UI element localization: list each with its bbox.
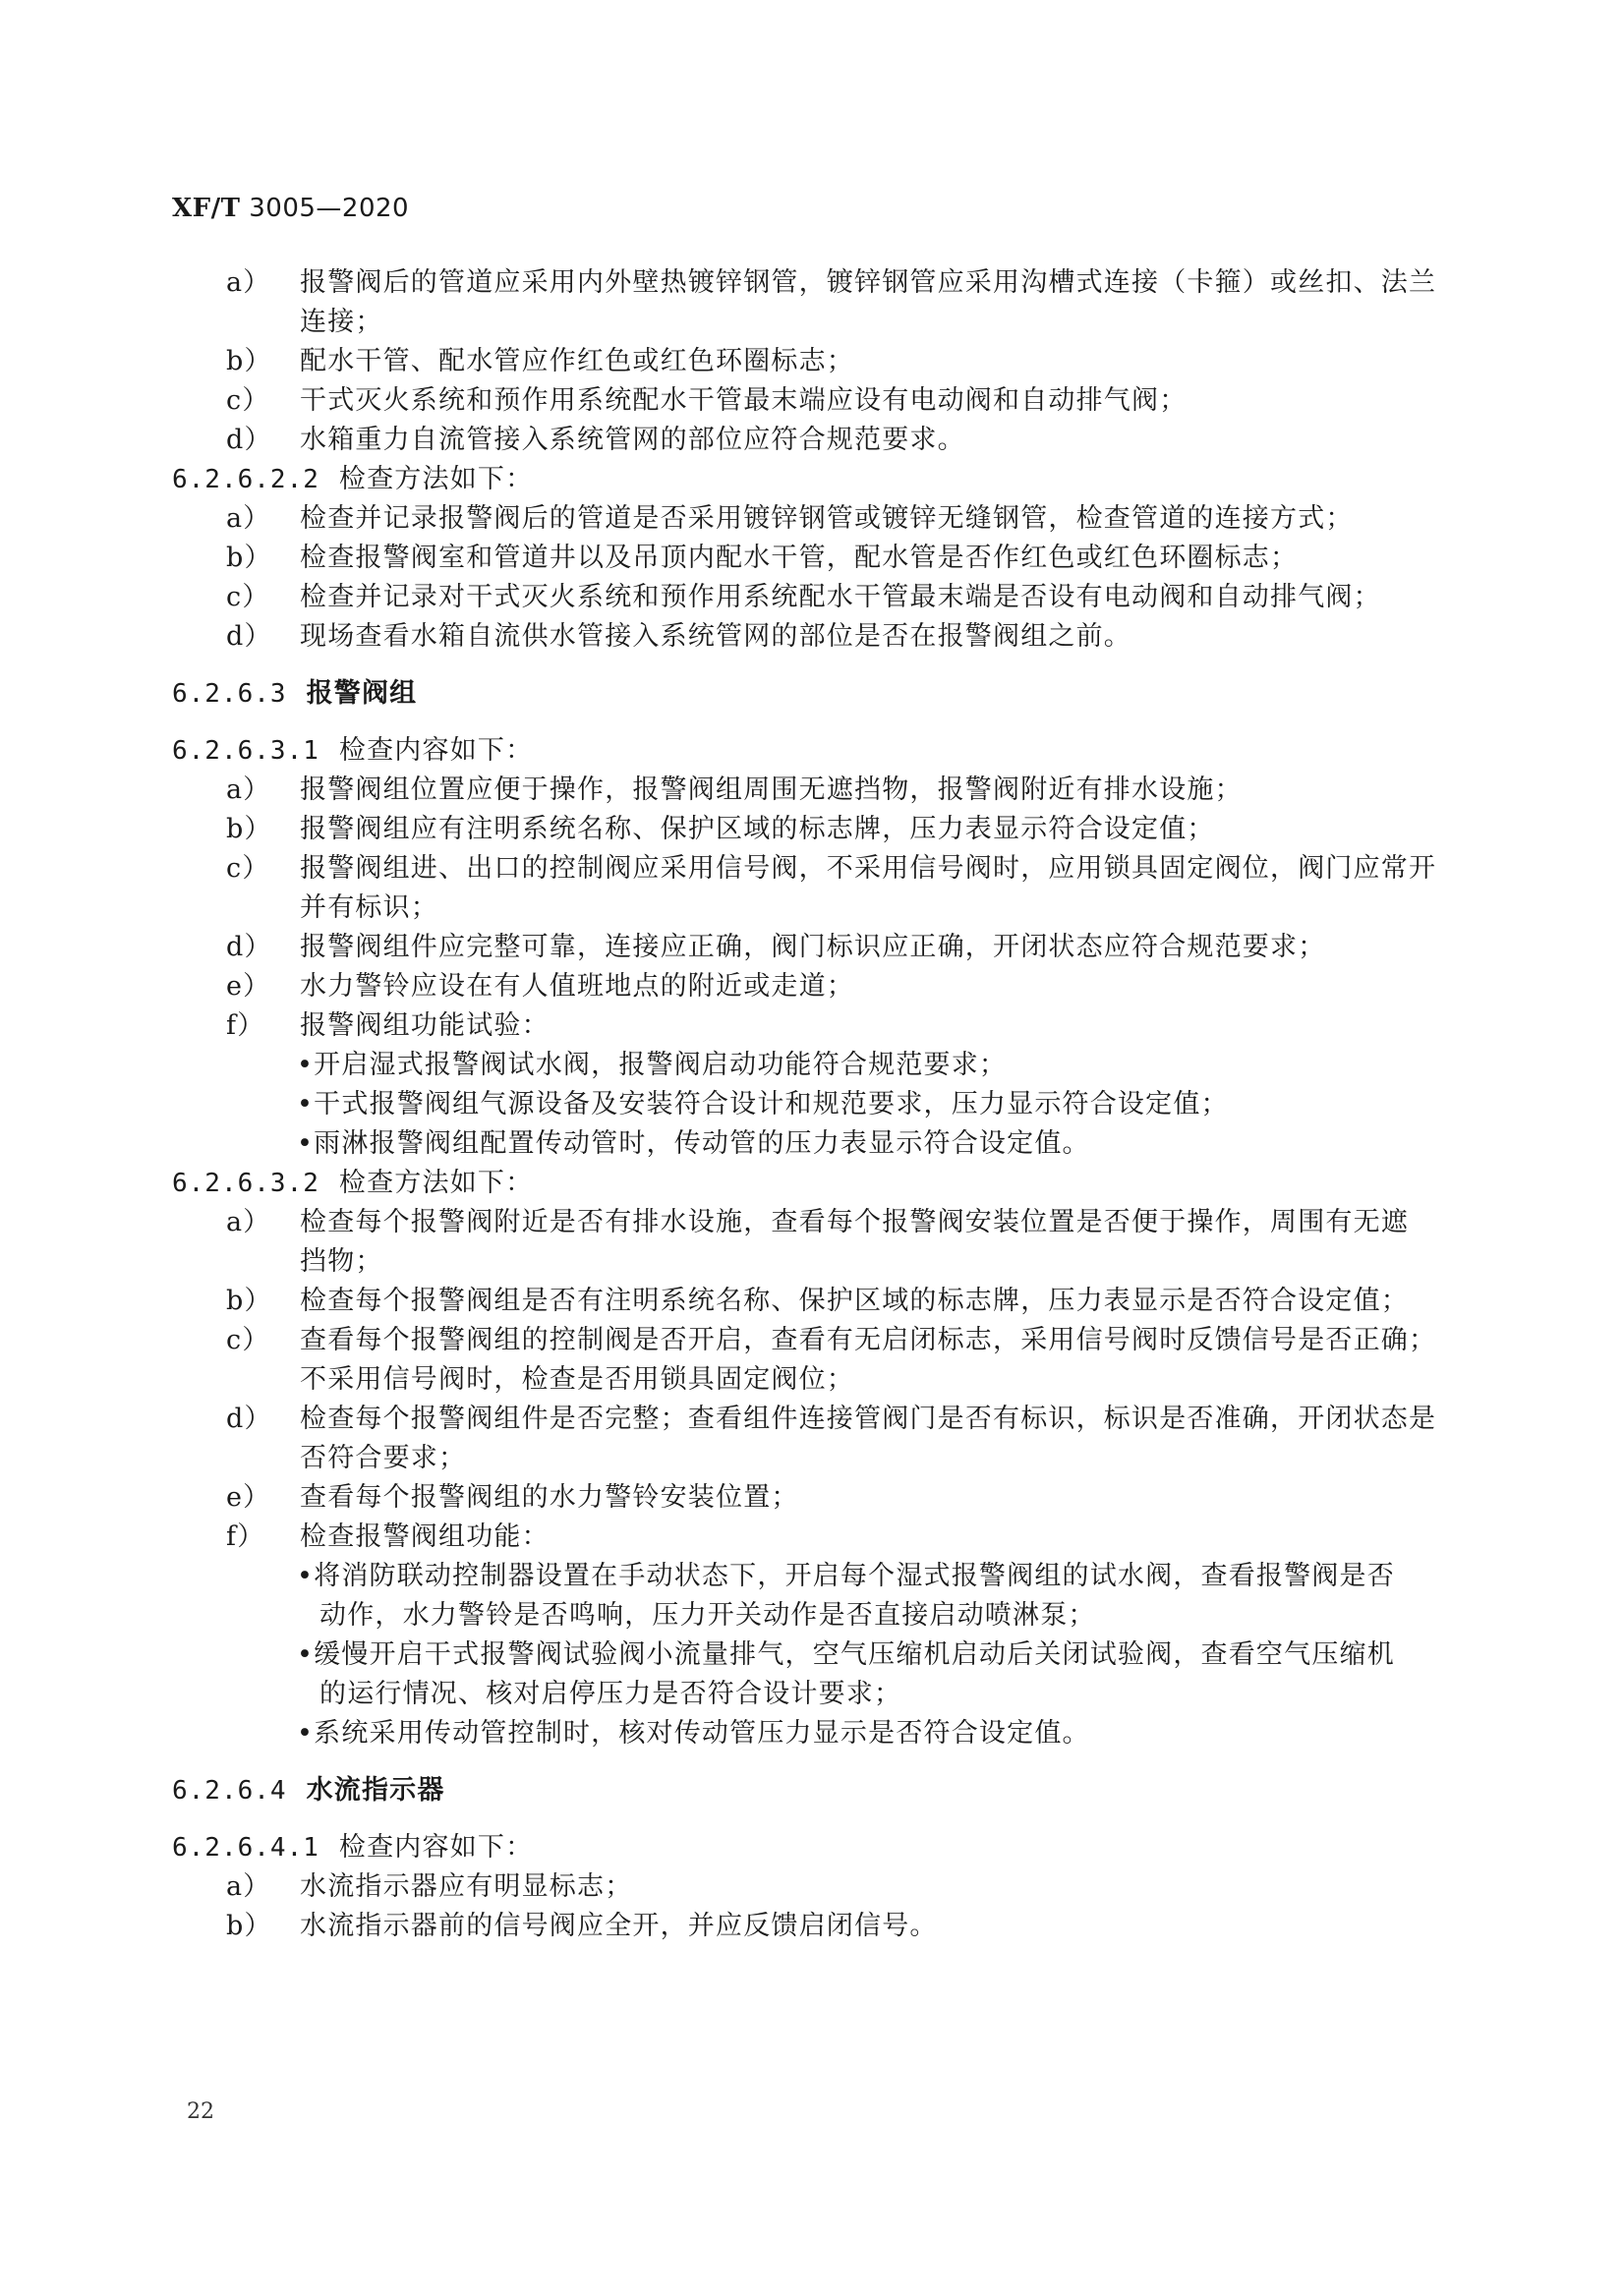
list-marker: f） [226,1010,265,1041]
section-title: 报警阀组 [306,678,418,709]
list-text: 检查报警阀组功能： [300,1521,550,1552]
list-marker: c） [226,1325,270,1355]
section-title: 水流指示器 [306,1775,445,1806]
clause-6-2-6-4-1 [172,1828,1450,1867]
list-marker: e） [226,971,271,1002]
list-marker: b） [226,1286,272,1316]
list-text: 报警阀组应有注明系统名称、保护区域的标志牌，压力表显示符合设定值； [300,814,1215,844]
list-text: 水流指示器前的信号阀应全开，并应反馈启闭信号。 [300,1911,938,1941]
section-heading-6-2-6-3 [172,674,1450,714]
list-item [172,617,1450,657]
list-text: 现场查看水箱自流供水管接入系统管网的部位是否在报警阀组之前。 [300,621,1131,652]
list-block-4 [172,1203,1450,1753]
list-marker: d） [226,932,272,962]
list-marker: d） [226,621,272,652]
page-number: 22 [187,2099,214,2124]
list-marker: d） [226,425,272,455]
list-text: 检查每个报警阀附近是否有排水设施，查看每个报警阀安装位置是否便于操作，周围有无遮 [300,1207,1409,1237]
list-marker: a） [226,775,271,805]
list-item [172,1907,1450,1946]
section-heading-6-2-6-4 [172,1771,1450,1810]
standard-code: XF/T [172,194,241,223]
list-item-continuation: 否符合要求； [300,1443,467,1473]
list-item [172,421,1450,460]
list-item [172,263,1450,303]
list-text: 配水干管、配水管应作红色或红色环圈标志； [300,346,854,376]
bullet-item: •系统采用传动管控制时，核对传动管压力显示是否符合设定值。 [297,1718,1090,1749]
list-marker: a） [226,267,271,298]
list-block-3 [172,771,1450,1164]
list-item-continuation: 并有标识； [300,892,438,923]
list-marker: e） [226,1482,271,1513]
list-item [172,1006,1450,1046]
clause-text: 检查内容如下： [338,735,534,766]
list-text: 检查每个报警阀组是否有注明系统名称、保护区域的标志牌，压力表显示是否符合设定值； [300,1286,1409,1316]
list-marker: b） [226,346,272,376]
list-item-continuation: 不采用信号阀时，检查是否用锁具固定阀位； [300,1364,854,1395]
list-text: 报警阀组件应完整可靠，连接应正确，阀门标识应正确，开闭状态应符合规范要求； [300,932,1326,962]
list-text: 查看每个报警阀组的控制阀是否开启，查看有无启闭标志，采用信号阀时反馈信号是否正确； [300,1325,1437,1355]
list-block-2 [172,499,1450,657]
list-marker: b） [226,814,272,844]
bullet-item: •缓慢开启干式报警阀试验阀小流量排气，空气压缩机启动后关闭试验阀，查看空气压缩机 [297,1639,1395,1670]
list-text: 检查每个报警阀组件是否完整；查看组件连接管阀门是否有标识，标识是否准确，开闭状态是 [300,1404,1437,1434]
list-text: 水流指示器应有明显标志； [300,1871,633,1902]
list-item [172,1867,1450,1907]
list-item [172,1203,1450,1242]
section-number: 6.2.6.3 [172,679,287,709]
list-text: 水箱重力自流管接入系统管网的部位应符合规范要求。 [300,425,965,455]
clause-number: 6.2.6.3.1 [172,736,319,766]
clause-number: 6.2.6.3.2 [172,1169,319,1198]
bullet-item-continuation: 的运行情况、核对启停压力是否符合设计要求； [319,1679,902,1709]
list-item [172,1400,1450,1439]
bullet-item-continuation: 动作，水力警铃是否鸣响，压力开关动作是否直接启动喷淋泵； [319,1600,1096,1631]
list-marker: c） [226,385,270,416]
list-text: 检查报警阀室和管道井以及吊顶内配水干管，配水管是否作红色或红色环圈标志； [300,543,1299,573]
list-item [172,1478,1450,1518]
list-text: 干式灭火系统和预作用系统配水干管最末端应设有电动阀和自动排气阀； [300,385,1188,416]
bullet-item: •雨淋报警阀组配置传动管时，传动管的压力表显示符合设定值。 [297,1128,1090,1159]
list-text: 检查并记录对干式灭火系统和预作用系统配水干管最末端是否设有电动阀和自动排气阀； [300,582,1381,612]
section-number: 6.2.6.4 [172,1776,287,1806]
document-body [172,263,1450,1946]
list-item [172,539,1450,578]
list-text: 检查并记录报警阀后的管道是否采用镀锌钢管或镀锌无缝钢管，检查管道的连接方式； [300,503,1354,534]
list-text: 水力警铃应设在有人值班地点的附近或走道； [300,971,854,1002]
list-block-5 [172,1867,1450,1946]
clause-text: 检查内容如下： [338,1832,534,1863]
list-marker: b） [226,1911,272,1941]
list-text: 报警阀组进、出口的控制阀应采用信号阀，不采用信号阀时，应用锁具固定阀位，阀门应常开 [300,853,1437,884]
list-text: 报警阀后的管道应采用内外壁热镀锌钢管，镀锌钢管应采用沟槽式连接（卡箍）或丝扣、法兰 [300,267,1437,298]
clause-6-2-6-3-1 [172,731,1450,771]
list-block-1 [172,263,1450,460]
list-item [172,967,1450,1006]
list-marker: a） [226,503,271,534]
list-item [172,578,1450,617]
list-item [172,771,1450,810]
list-item [172,381,1450,421]
list-item [172,1321,1450,1360]
list-text: 报警阀组功能试验： [300,1010,550,1041]
list-marker: c） [226,582,270,612]
list-item [172,1282,1450,1321]
list-item [172,1518,1450,1557]
list-marker: f） [226,1521,265,1552]
clause-number: 6.2.6.2.2 [172,465,319,494]
list-marker: d） [226,1404,272,1434]
standard-number: 3005—2020 [249,194,410,223]
clause-text: 检查方法如下： [338,464,534,494]
bullet-item: •将消防联动控制器设置在手动状态下，开启每个湿式报警阀组的试水阀，查看报警阀是否 [297,1561,1395,1591]
clause-number: 6.2.6.4.1 [172,1833,319,1863]
clause-text: 检查方法如下： [338,1168,534,1198]
list-marker: a） [226,1207,271,1237]
clause-6-2-6-3-2 [172,1164,1450,1203]
list-item-continuation: 连接； [300,307,383,337]
bullet-item: •干式报警阀组气源设备及安装符合设计和规范要求，压力显示符合设定值； [297,1089,1229,1119]
list-marker: b） [226,543,272,573]
list-item [172,849,1450,889]
bullet-item: •开启湿式报警阀试水阀，报警阀启动功能符合规范要求； [297,1050,1008,1080]
list-item [172,928,1450,967]
list-text: 报警阀组位置应便于操作，报警阀组周围无遮挡物，报警阀附近有排水设施； [300,775,1243,805]
list-marker: a） [226,1871,271,1902]
list-item [172,810,1450,849]
document-header [172,194,409,223]
list-marker: c） [226,853,270,884]
list-item [172,499,1450,539]
list-item-continuation: 挡物； [300,1246,383,1277]
list-text: 查看每个报警阀组的水力警铃安装位置； [300,1482,799,1513]
list-item [172,342,1450,381]
clause-6-2-6-2-2 [172,460,1450,499]
